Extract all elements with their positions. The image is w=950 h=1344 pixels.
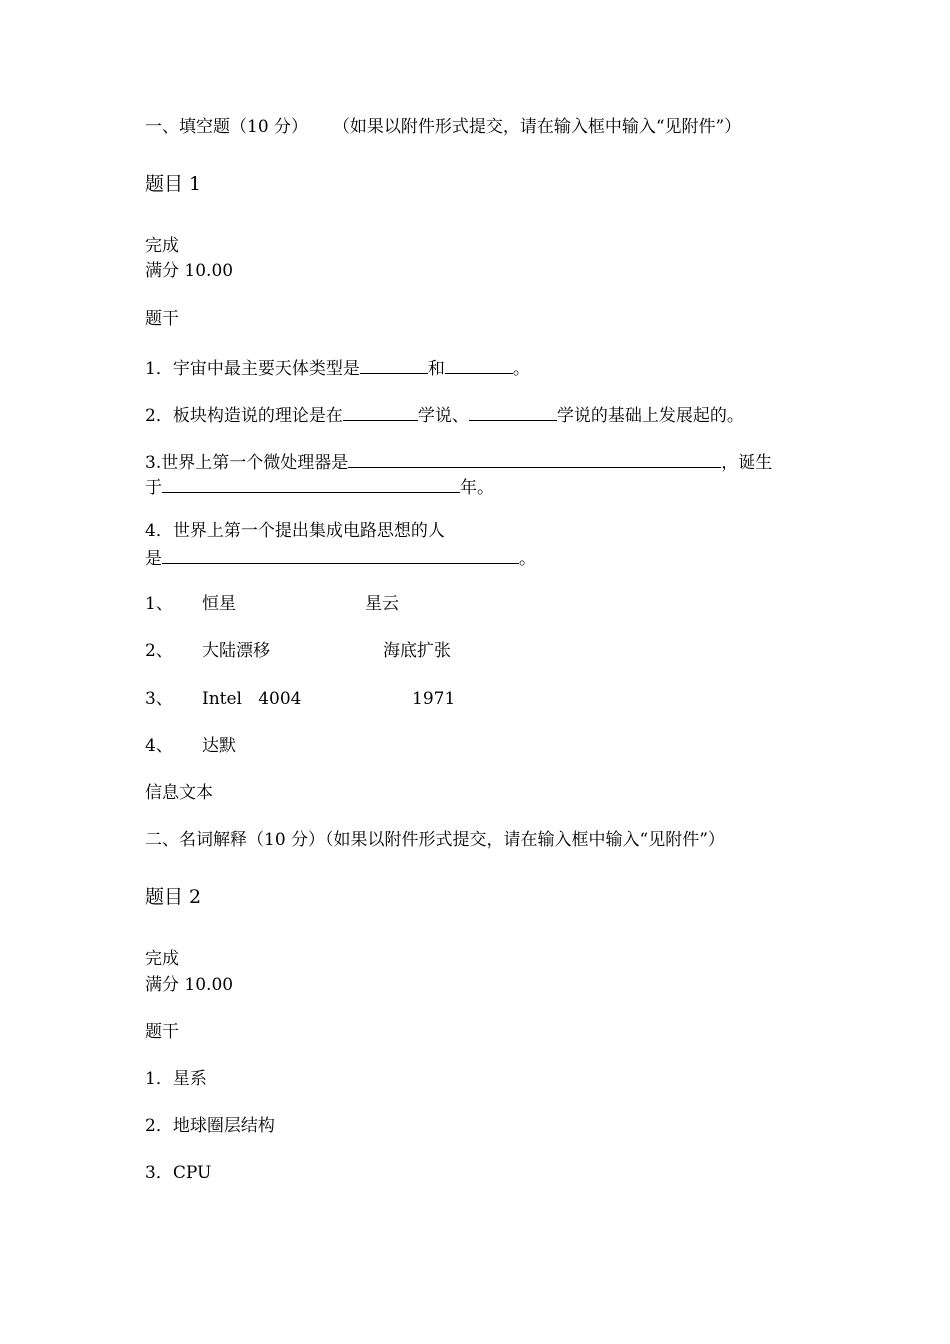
item-text: 学说、 (417, 406, 469, 426)
answer-row-4 (145, 735, 745, 757)
answer-a: Intel 4004 (202, 689, 302, 709)
item-text: 。 (519, 549, 536, 569)
answer-row-2 (145, 640, 745, 662)
answer-number: 4、 (145, 736, 173, 756)
item-number: 2． (145, 406, 173, 426)
q1-stem-label: 题干 (145, 309, 179, 329)
item-text: 和 (427, 359, 445, 379)
item-number: 3. (145, 453, 162, 473)
section1-heading (145, 116, 741, 138)
q1-status: 完成 (145, 236, 179, 256)
item-number: 1． (145, 1069, 173, 1089)
q2-stem-label: 题干 (145, 1022, 179, 1042)
answer-number: 2、 (145, 641, 173, 661)
fill-blank (348, 449, 721, 468)
q1-item-3-line2 (145, 474, 494, 499)
answer-a: 达默 (202, 736, 236, 756)
item-text: 是 (145, 549, 162, 569)
answer-row-3 (145, 688, 745, 710)
item-text: 于 (145, 478, 162, 498)
item-text: 板块构造说的理论是在 (172, 406, 343, 426)
item-number: 3． (145, 1163, 173, 1183)
item-text: 世界上第一个微处理器是 (161, 453, 349, 473)
fill-blank (469, 402, 557, 421)
q1-item-1 (145, 355, 530, 380)
fill-blank (162, 474, 460, 493)
answer-a: 大陆漂移 (202, 641, 270, 661)
answer-number: 3、 (145, 689, 173, 709)
q1-item-3-line1 (145, 449, 772, 474)
item-text: 宇宙中最主要天体类型是 (172, 359, 360, 379)
q2-title: 题目 2 (145, 886, 202, 908)
answer-b: 1971 (412, 689, 456, 709)
fill-blank (162, 545, 519, 564)
q1-item-4-line2 (145, 545, 536, 570)
answer-b: 海底扩张 (383, 641, 451, 661)
answer-b: 星云 (365, 594, 399, 614)
item-text: 。 (512, 359, 530, 379)
fill-blank (445, 355, 513, 374)
q2-item-2 (145, 1115, 275, 1137)
section1-title: 一、填空题（10 分） (145, 117, 309, 137)
q1-score: 满分 10.00 (145, 261, 234, 281)
q2-score: 满分 10.00 (145, 975, 234, 995)
q1-item-2 (145, 402, 744, 427)
item-text: CPU (172, 1163, 212, 1183)
item-text: 世界上第一个提出集成电路思想的人 (172, 521, 445, 541)
answer-number: 1、 (145, 594, 173, 614)
info-text: 信息文本 (145, 783, 213, 803)
q2-item-1 (145, 1068, 207, 1090)
answer-a: 恒星 (202, 594, 236, 614)
item-text: 学说的基础上发展起的。 (556, 406, 744, 426)
fill-blank (343, 402, 418, 421)
q1-item-4-line1 (145, 520, 445, 542)
item-text: 年。 (460, 478, 494, 498)
answer-row-1 (145, 593, 745, 615)
item-number: 4． (145, 521, 173, 541)
fill-blank (360, 355, 428, 374)
item-number: 2． (145, 1116, 173, 1136)
item-number: 1． (145, 359, 173, 379)
q1-title: 题目 1 (145, 173, 202, 195)
q2-item-3 (145, 1162, 211, 1184)
q2-status: 完成 (145, 949, 179, 969)
item-text: 地球圈层结构 (172, 1116, 275, 1136)
item-text: ，诞生 (721, 453, 773, 473)
item-text: 星系 (172, 1069, 207, 1089)
section1-note: （如果以附件形式提交，请在输入框中输入“见附件”） (332, 117, 742, 137)
section2-heading: 二、名词解释（10 分）（如果以附件形式提交，请在输入框中输入“见附件”） (145, 830, 725, 850)
